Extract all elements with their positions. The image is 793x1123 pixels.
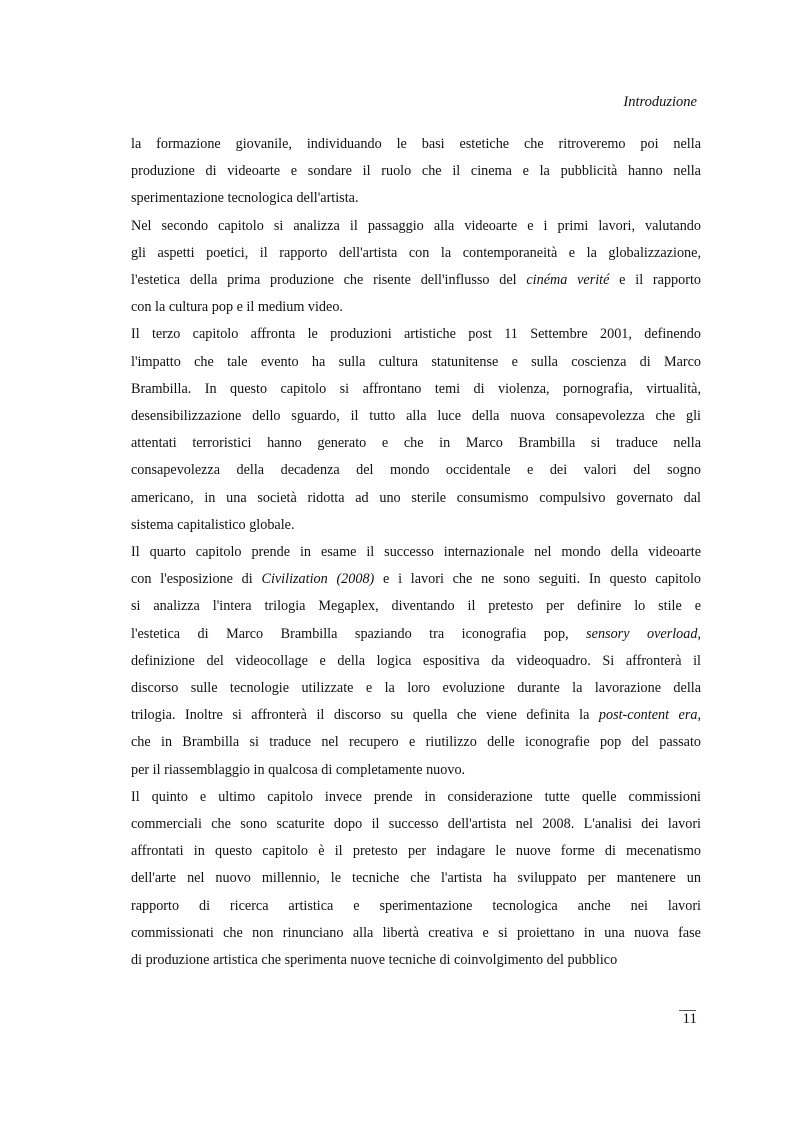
- text-line: [131, 702, 701, 729]
- italic-term: post-content era: [598, 707, 698, 724]
- text-line: [131, 757, 701, 784]
- text-segment: che in Brambilla si traduce nel recupero e riutilizzo delle iconografie pop del passato: [131, 734, 701, 751]
- text-segment: e i lavori che ne sono seguiti. In questo capitolo: [374, 571, 701, 588]
- text-segment: commissionati che non rinunciano alla libertà creativa e si proiettano in una nuova fase: [131, 924, 701, 941]
- text-segment: commerciali che sono scaturite dopo il successo dell'artista nel 2008. L'analisi dei lavori: [131, 816, 701, 833]
- text-segment: desensibilizzazione dello sguardo, il tutto alla luce della nuova consapevolezza che gli: [131, 408, 701, 425]
- text-segment: ,: [697, 625, 702, 642]
- text-line: [131, 539, 701, 566]
- text-line: [131, 893, 701, 920]
- paragraph: [131, 784, 701, 974]
- text-line: [131, 729, 701, 756]
- text-segment: Nel secondo capitolo si analizza il passaggio alla videoarte e i primi lavori, valutando: [131, 217, 701, 234]
- text-segment: con l'esposizione di: [131, 571, 262, 588]
- running-header: Introduzione: [623, 94, 697, 110]
- text-line: [131, 485, 701, 512]
- text-segment: di produzione artistica che sperimenta nuove tecniche di coinvolgimento del pubblico: [131, 952, 618, 969]
- text-line: [131, 593, 701, 620]
- text-segment: l'estetica della prima produzione che risente dell'influsso del: [131, 272, 527, 289]
- text-segment: discorso sulle tecnologie utilizzate e la loro evoluzione durante la lavorazione della: [131, 680, 701, 697]
- text-line: [131, 784, 701, 811]
- text-line: [131, 158, 701, 185]
- text-segment: affrontati in questo capitolo è il pretesto per indagare le nuove forme di mecenatismo: [131, 843, 701, 860]
- body-text: [131, 131, 701, 974]
- italic-term: cinéma verité: [526, 272, 610, 289]
- text-segment: l'estetica di Marco Brambilla spaziando tra iconografia pop,: [131, 625, 587, 642]
- text-line: [131, 349, 701, 376]
- text-segment: l'impatto che tale evento ha sulla cultura statunitense e sulla coscienza di Marco: [131, 353, 701, 370]
- text-line: [131, 376, 701, 403]
- text-segment: sistema capitalistico globale.: [131, 516, 295, 533]
- text-segment: gli aspetti poetici, il rapporto dell'artista con la contemporaneità e la globalizzazione,: [131, 244, 701, 261]
- text-line: [131, 512, 701, 539]
- text-line: [131, 621, 701, 648]
- text-segment: Il quinto e ultimo capitolo invece prende in considerazione tutte quelle commissioni: [131, 788, 701, 805]
- text-line: [131, 403, 701, 430]
- text-segment: sperimentazione tecnologica dell'artista.: [131, 190, 359, 207]
- text-segment: con la cultura pop e il medium video.: [131, 299, 343, 316]
- text-segment: per il riassemblaggio in qualcosa di completamente nuovo.: [131, 761, 466, 778]
- text-line: [131, 321, 701, 348]
- page-number: 11: [682, 1011, 697, 1027]
- paragraph: [131, 321, 701, 539]
- text-line: [131, 648, 701, 675]
- text-line: [131, 865, 701, 892]
- paragraph: [131, 131, 701, 213]
- text-segment: Il terzo capitolo affronta le produzioni artistiche post 11 Settembre 2001, definendo: [131, 326, 701, 343]
- text-segment: e il rapporto: [609, 272, 701, 289]
- text-line: [131, 131, 701, 158]
- text-segment: definizione del videocollage e della logica espositiva da videoquadro. Si affronterà il: [131, 652, 701, 669]
- text-line: [131, 430, 701, 457]
- text-line: [131, 185, 701, 212]
- text-line: [131, 947, 701, 974]
- text-segment: attentati terroristici hanno generato e che in Marco Brambilla si traduce nella: [131, 435, 701, 452]
- text-line: [131, 213, 701, 240]
- text-line: [131, 267, 701, 294]
- paragraph: [131, 539, 701, 784]
- text-segment: ,: [697, 707, 701, 724]
- text-segment: consapevolezza della decadenza del mondo occidentale e dei valori del sogno: [131, 462, 701, 479]
- text-segment: la formazione giovanile, individuando le basi estetiche che ritroveremo poi nella: [131, 136, 701, 152]
- paragraph: [131, 213, 701, 322]
- text-segment: dell'arte nel nuovo millennio, le tecniche che l'artista ha sviluppato per mantenere un: [131, 870, 701, 887]
- text-line: [131, 566, 701, 593]
- italic-term: Civilization (2008): [261, 571, 375, 588]
- text-segment: trilogia. Inoltre si affronterà il discorso su quella che viene definita la: [131, 707, 599, 724]
- text-line: [131, 457, 701, 484]
- text-segment: produzione di videoarte e sondare il ruolo che il cinema e la pubblicità hanno nella: [131, 163, 701, 180]
- text-line: [131, 838, 701, 865]
- text-segment: si analizza l'intera trilogia Megaplex, diventando il pretesto per definire lo stile e: [131, 598, 701, 615]
- text-line: [131, 294, 701, 321]
- text-segment: Il quarto capitolo prende in esame il successo internazionale nel mondo della videoarte: [131, 544, 701, 561]
- text-line: [131, 920, 701, 947]
- text-segment: Brambilla. In questo capitolo si affrontano temi di violenza, pornografia, virtualità,: [131, 380, 701, 397]
- text-line: [131, 240, 701, 267]
- italic-term: sensory overload: [586, 625, 698, 642]
- text-line: [131, 675, 701, 702]
- text-segment: americano, in una società ridotta ad uno sterile consumismo compulsivo governato dal: [131, 489, 701, 506]
- text-line: [131, 811, 701, 838]
- text-segment: rapporto di ricerca artistica e sperimentazione tecnologica anche nei lavori: [131, 897, 701, 914]
